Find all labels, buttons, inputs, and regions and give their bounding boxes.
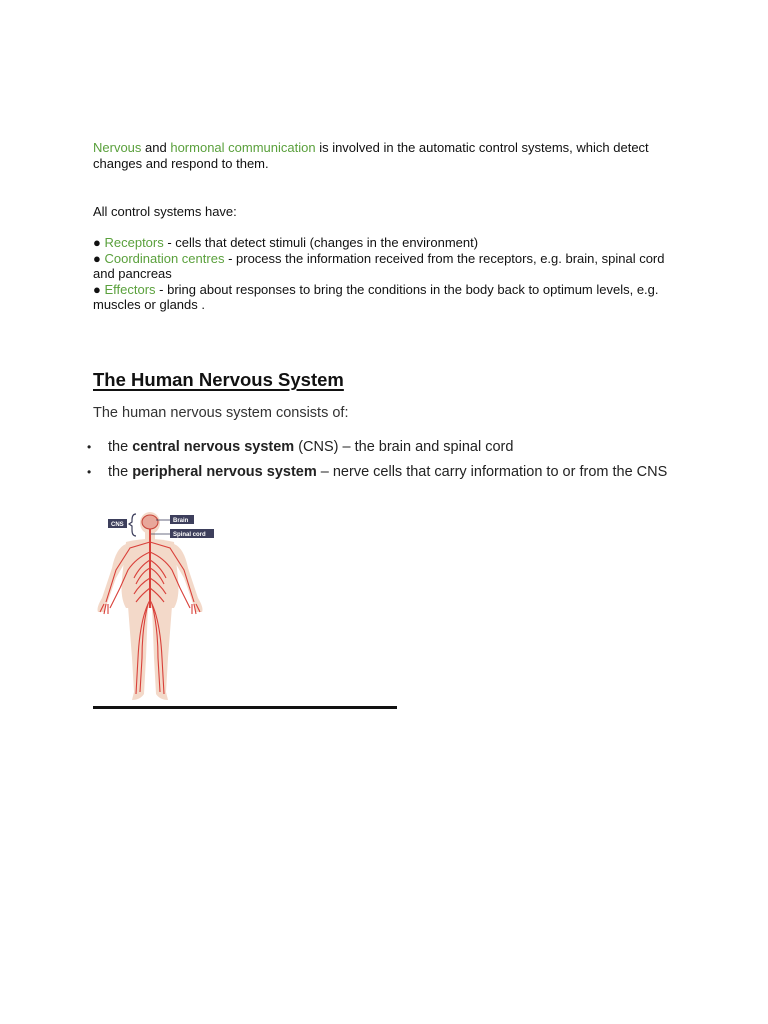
component-receptors	[93, 235, 683, 251]
brain-label: Brain	[173, 518, 189, 524]
section-intro: The human nervous system consists of:	[93, 405, 349, 421]
term-hormonal-communication: hormonal communication	[170, 140, 316, 155]
section-title: The Human Nervous System	[93, 369, 344, 390]
systems-list	[87, 439, 688, 489]
desc-receptors: - cells that detect stimuli (changes in the environment)	[163, 235, 479, 250]
desc-coordination-centres: - process the information received from the receptors, e.g. brain, spinal cord and pancreas	[93, 250, 665, 281]
control-systems-heading: All control systems have:	[93, 204, 237, 219]
item-prefix: the	[108, 439, 133, 455]
cns-bracket	[129, 514, 136, 536]
bullet-glyph: ●	[93, 281, 101, 297]
bullet-glyph: ●	[93, 250, 101, 266]
term-nervous: Nervous	[93, 140, 142, 155]
intro-paragraph	[93, 140, 683, 171]
desc-cns: (CNS) – the brain and spinal cord	[294, 439, 514, 455]
nervous-system-illustration	[90, 508, 230, 704]
intro-rest: is involved in the automatic control systems, which detect changes and respond to them.	[93, 140, 649, 171]
term-receptors: Receptors	[104, 235, 164, 250]
term-effectors: Effectors	[104, 281, 156, 297]
list-item-pns	[87, 464, 688, 481]
spinal-cord-label-group	[151, 529, 214, 538]
component-effectors	[93, 282, 683, 313]
brain-label-group	[156, 515, 194, 524]
bullet-glyph: ●	[93, 235, 101, 250]
desc-effectors: - bring about responses to bring the conditions in the body back to optimum levels, e.g. muscles or glands .	[93, 281, 659, 312]
connector-and: and	[141, 140, 171, 155]
list-bullet: •	[87, 465, 92, 479]
desc-pns: – nerve cells that carry information to or from the CNS	[316, 464, 668, 480]
list-item-cns	[87, 439, 688, 456]
cns-label: CNS	[111, 522, 124, 528]
components-list	[93, 235, 683, 313]
nerve-lines	[100, 515, 200, 694]
list-bullet: •	[87, 440, 92, 454]
term-central-nervous-system: central nervous system	[132, 439, 295, 455]
nervous-system-diagram	[90, 508, 230, 704]
cns-bracket-group	[108, 514, 136, 536]
item-prefix: the	[108, 464, 133, 480]
term-peripheral-nervous-system: peripheral nervous system	[132, 464, 317, 480]
component-coordination-centres	[93, 251, 683, 282]
spinal-cord-label: Spinal cord	[173, 532, 206, 538]
term-coordination-centres: Coordination centres	[104, 250, 225, 266]
horizontal-rule	[93, 706, 397, 709]
